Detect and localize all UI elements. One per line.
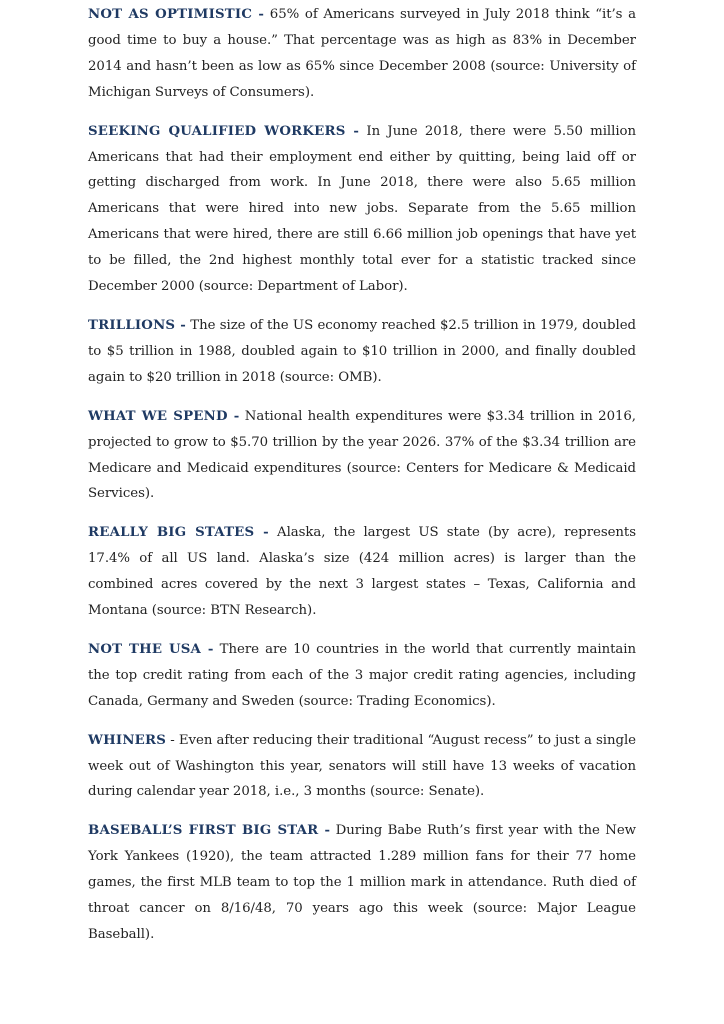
paragraph-not-as-optimistic [88, 2, 636, 106]
paragraph-not-the-usa [88, 637, 636, 715]
paragraph-baseballs-first-big-star [88, 818, 636, 948]
paragraph-text: In June 2018, there were 5.50 million Americans that had their employment end either by quitting, being laid off or getting discharged from work. In June 2018, there were also 5.65 million Americans that were hired into new jobs. Separate from the 5.65 million Americans that were hired, there are still 6.66 million job openings that have yet to be filled, the 2nd highest monthly total ever for a statistic tracked since December 2000 (source: Department of Labor). [88, 123, 637, 295]
paragraph-text: National health expenditures were $3.34 trillion in 2016, projected to grow to $5.70 trillion by the year 2026. 37% of the $3.34 trillion are Medicare and Medicaid expenditures (source: Centers for Medicare & Medicaid Services). [88, 408, 636, 502]
paragraph-text: The size of the US economy reached $2.5 trillion in 1979, doubled to $5 trillion in 1988, doubled again to $10 trillion in 2000, and finally doubled again to $20 trillion in 2018 (source: OMB). [88, 317, 636, 385]
paragraph-heading: WHAT WE SPEND - [88, 408, 240, 424]
paragraph-text: - Even after reducing their traditional “August recess” to just a single week out of Washington this year, senators will still have 13 weeks of vacation during calendar year 2018, i.e., 3 months (source: Senate). [88, 732, 636, 800]
paragraph-really-big-states [88, 520, 636, 624]
paragraph-heading: BASEBALL’S FIRST BIG STAR - [88, 823, 331, 839]
paragraph-text: Alaska, the largest US state (by acre), represents 17.4% of all US land. Alaska’s size (424 million acres) is larger than the combined acres covered by the next 3 largest states – Texas, California and Montana (source: BTN Research). [88, 525, 636, 619]
paragraph-what-we-spend [88, 404, 636, 508]
paragraph-text: During Babe Ruth’s first year with the New York Yankees (1920), the team attracted 1.289 million fans for their 77 home games, the first MLB team to top the 1 million mark in attendance. Ruth died of throat cancer on 8/16/48, 70 years ago this week (source: Major League Baseball). [88, 823, 636, 942]
paragraph-heading: SEEKING QUALIFIED WORKERS - [88, 123, 360, 139]
paragraph-whiners [88, 728, 636, 806]
paragraph-trillions [88, 313, 636, 391]
paragraph-heading: NOT AS OPTIMISTIC - [88, 7, 265, 22]
paragraph-heading: REALLY BIG STATES - [88, 525, 269, 541]
paragraph-text: There are 10 countries in the world that currently maintain the top credit rating from each of the 3 major credit rating agencies, including Canada, Germany and Sweden (source: Trading Economics). [88, 641, 637, 709]
paragraph-heading: WHINERS [88, 732, 167, 748]
paragraph-seeking-qualified-workers [88, 119, 636, 300]
paragraph-heading: TRILLIONS - [88, 317, 186, 333]
paragraph-heading: NOT THE USA - [88, 641, 214, 657]
paragraph-text: 65% of Americans surveyed in July 2018 think “it’s a good time to buy a house.” That percentage was as high as 83% in December 2014 and hasn’t been as low as 65% since December 2008 (source: University of Michigan Surveys of Consumers). [88, 7, 636, 100]
document-page [88, 2, 636, 959]
